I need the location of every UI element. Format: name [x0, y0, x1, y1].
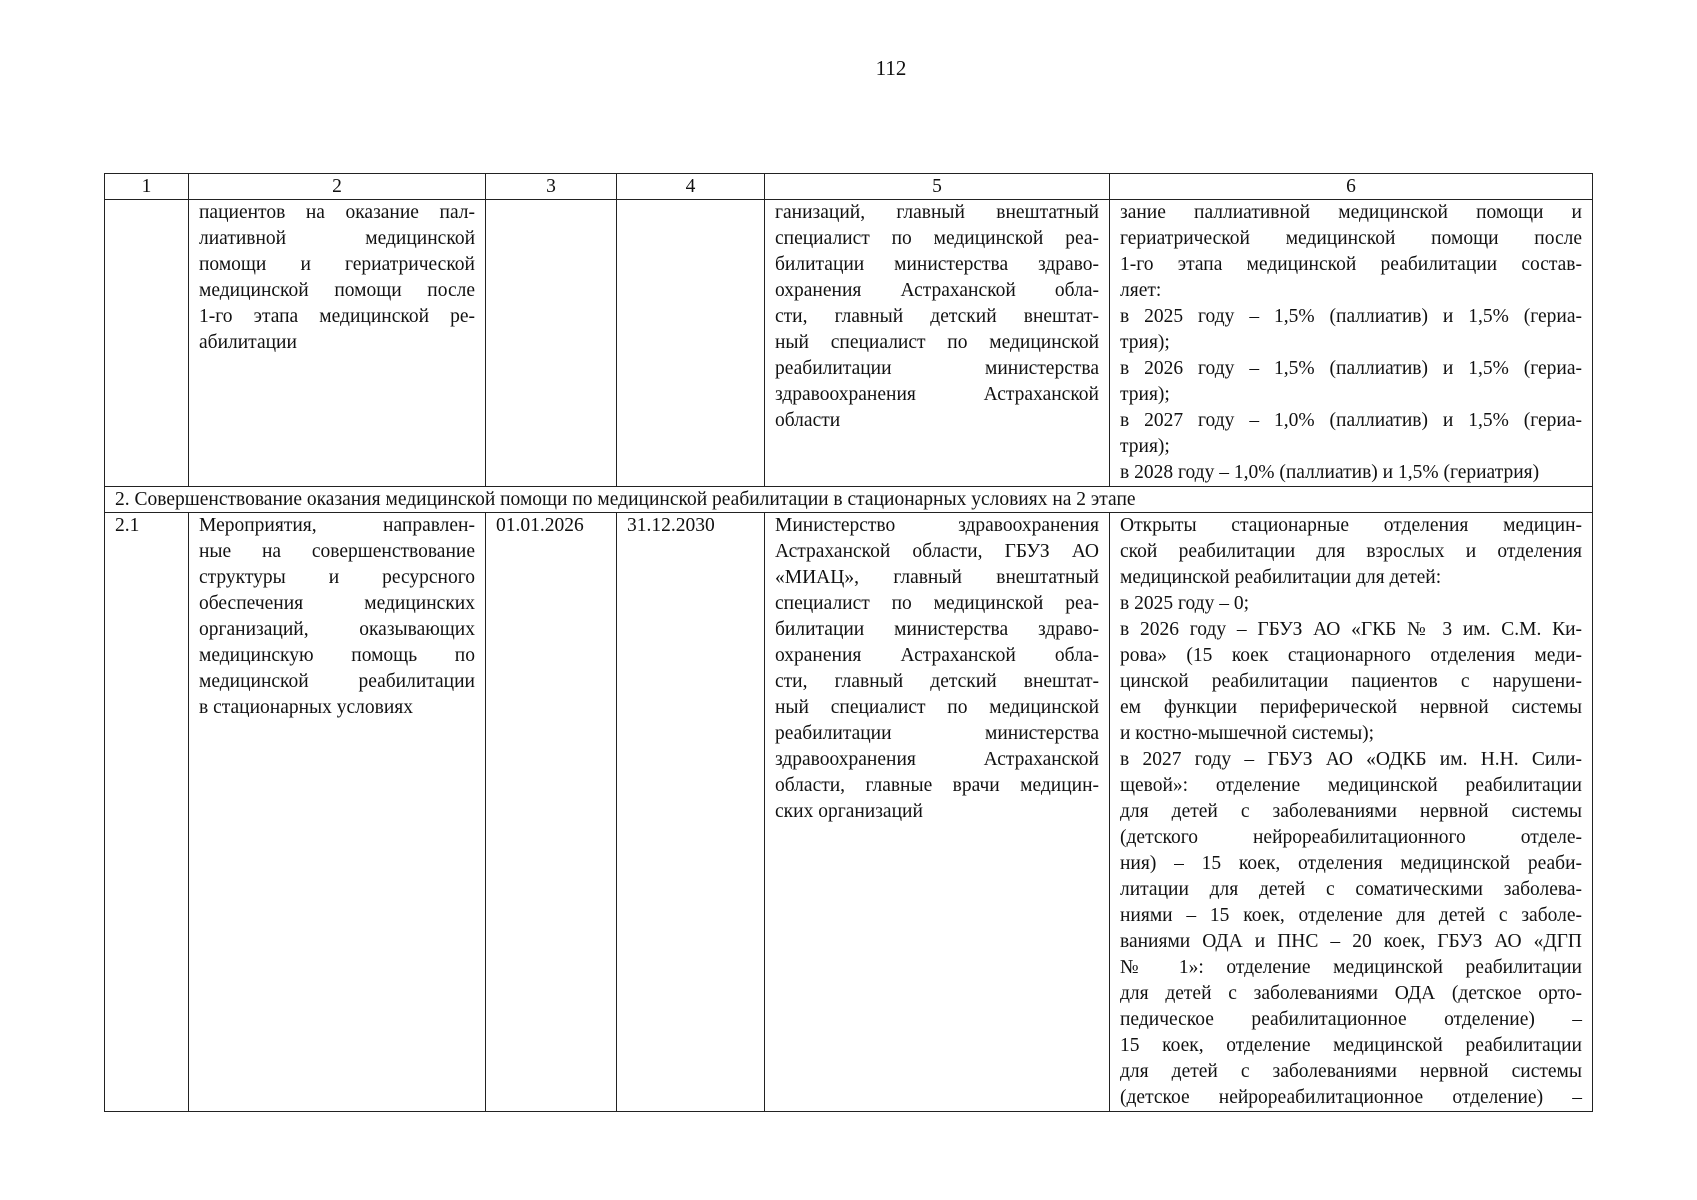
text-line: билитации министерства здраво- [775, 254, 1099, 275]
text-line: реабилитации министерства [775, 723, 1099, 744]
text-line: ный специалист по медицинской [775, 332, 1099, 353]
header-col-5: 5 [765, 174, 1110, 200]
row-continuation-number [105, 200, 189, 487]
text-line: реабилитации министерства [775, 358, 1099, 379]
text-line: охранения Астраханской обла- [775, 645, 1099, 666]
text-line: 15 коек, отделение медицинской реабилитации [1120, 1035, 1582, 1056]
text-line: медицинской реабилитации [199, 671, 475, 692]
text-line: ния) – 15 коек, отделения медицинской реаби- [1120, 853, 1582, 874]
text-line: Мероприятия, направлен- [199, 515, 475, 536]
text-line: области, главные врачи медицин- [775, 775, 1099, 796]
row-continuation-start-date [486, 200, 617, 487]
row-responsible [765, 513, 1110, 1112]
text-line: в стационарных условиях [199, 697, 414, 718]
text-line: литации для детей с соматическими заболева- [1120, 879, 1582, 900]
text-line: Астраханской области, ГБУЗ АО [775, 541, 1099, 562]
text-line: щевой»: отделение медицинской реабилитации [1120, 775, 1582, 796]
text-line: здравоохранения Астраханской [775, 384, 1099, 405]
text-line: 1-го этапа медицинской ре- [199, 306, 475, 327]
row-continuation-responsible [765, 200, 1110, 487]
text-line: охранения Астраханской обла- [775, 280, 1099, 301]
text-line: сти, главный детский внештат- [775, 671, 1099, 692]
text-line: рова» (15 коек стационарного отделения меди- [1120, 645, 1582, 666]
text-line: ниями – 15 коек, отделение для детей с заболе- [1120, 905, 1582, 926]
text-line: билитации министерства здраво- [775, 619, 1099, 640]
text-line: для детей с заболеваниями нервной системы [1120, 801, 1582, 822]
text-line: зание паллиативной медицинской помощи и [1120, 202, 1582, 223]
text-line: специалист по медицинской реа- [775, 593, 1099, 614]
text-line: структуры и ресурсного [199, 567, 475, 588]
text-line: лиативной медицинской [199, 228, 475, 249]
text-line: обеспечения медицинских [199, 593, 475, 614]
table-row [105, 200, 1593, 487]
page-number: 112 [875, 56, 907, 80]
row-start-date: 01.01.2026 [486, 513, 617, 1112]
text-line: ляет: [1120, 280, 1162, 301]
text-line: Министерство здравоохранения [775, 515, 1099, 536]
section-heading: 2. Совершенствование оказания медицинской помощи по медицинской реабилитации в стационарных условиях на 2 этапе [105, 487, 1593, 513]
text-line: специалист по медицинской реа- [775, 228, 1099, 249]
text-line: в 2027 году – 1,0% (паллиатив) и 1,5% (гериа- [1120, 410, 1582, 431]
header-col-4: 4 [617, 174, 765, 200]
row-number: 2.1 [105, 513, 189, 1112]
header-col-1: 1 [105, 174, 189, 200]
text-line: ской реабилитации для взрослых и отделения [1120, 541, 1582, 562]
text-line: сти, главный детский внештат- [775, 306, 1099, 327]
row-end-date: 31.12.2030 [617, 513, 765, 1112]
row-continuation-end-date [617, 200, 765, 487]
text-line: трия); [1120, 384, 1170, 405]
text-line: ганизаций, главный внештатный [775, 202, 1099, 223]
text-line: педическое реабилитационное отделение) – [1120, 1009, 1582, 1030]
text-line: помощи и гериатрической [199, 254, 475, 275]
text-line: в 2027 году – ГБУЗ АО «ОДКБ им. Н.Н. Сили- [1120, 749, 1582, 770]
text-line: ные на совершенствование [199, 541, 475, 562]
text-line: трия); [1120, 436, 1170, 457]
text-line: медицинской реабилитации для детей: [1120, 567, 1442, 588]
text-line: в 2025 году – 1,5% (паллиатив) и 1,5% (гериа- [1120, 306, 1582, 327]
row-continuation-measure [189, 200, 486, 487]
header-col-3: 3 [486, 174, 617, 200]
text-line: для детей с заболеваниями ОДА (детское орто- [1120, 983, 1582, 1004]
text-line: цинской реабилитации пациентов с нарушени- [1120, 671, 1582, 692]
text-line: ваниями ОДА и ПНС – 20 коек, ГБУЗ АО «ДГП [1120, 931, 1582, 952]
row-continuation-result [1110, 200, 1593, 487]
text-line: (детского нейрореабилитационного отделе- [1120, 827, 1582, 848]
text-line: в 2028 году – 1,0% (паллиатив) и 1,5% (гериатрия) [1120, 462, 1540, 483]
text-line: и костно-мышечной системы); [1120, 723, 1375, 744]
text-line: ем функции периферической нервной системы [1120, 697, 1582, 718]
text-line: № 1»: отделение медицинской реабилитации [1120, 957, 1582, 978]
text-line: в 2025 году – 0; [1120, 593, 1249, 614]
text-line: 1-го этапа медицинской реабилитации состав- [1120, 254, 1582, 275]
text-line: медицинскую помощь по [199, 645, 475, 666]
text-line: ный специалист по медицинской [775, 697, 1099, 718]
text-line: области [775, 410, 841, 431]
text-line: в 2026 году – 1,5% (паллиатив) и 1,5% (гериа- [1120, 358, 1582, 379]
text-line: «МИАЦ», главный внештатный [775, 567, 1099, 588]
text-line: абилитации [199, 332, 297, 353]
table-row [105, 513, 1593, 1112]
section-heading-row [105, 487, 1593, 513]
text-line: гериатрической медицинской помощи после [1120, 228, 1582, 249]
text-line: трия); [1120, 332, 1170, 353]
text-line: для детей с заболеваниями нервной системы [1120, 1061, 1582, 1082]
header-col-6: 6 [1110, 174, 1593, 200]
text-line: организаций, оказывающих [199, 619, 475, 640]
text-line: пациентов на оказание пал- [199, 202, 475, 223]
text-line: медицинской помощи после [199, 280, 475, 301]
text-line: в 2026 году – ГБУЗ АО «ГКБ № 3 им. С.М. Ки- [1120, 619, 1582, 640]
text-line: Открыты стационарные отделения медицин- [1120, 515, 1582, 536]
text-line: ских организаций [775, 801, 923, 822]
text-line: (детское нейрореабилитационное отделение) – [1120, 1087, 1582, 1108]
row-result [1110, 513, 1593, 1112]
header-col-2: 2 [189, 174, 486, 200]
table-header-row [105, 174, 1593, 200]
measures-table [104, 173, 1593, 1112]
row-measure [189, 513, 486, 1112]
text-line: здравоохранения Астраханской [775, 749, 1099, 770]
